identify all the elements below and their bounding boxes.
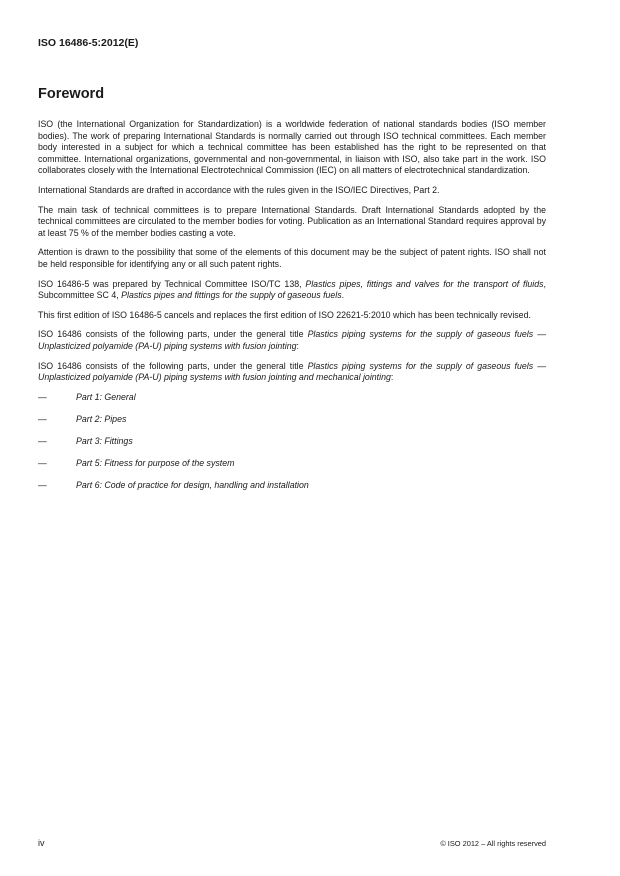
list-item xyxy=(38,436,546,458)
foreword-body xyxy=(38,119,546,502)
paragraph-5 xyxy=(38,279,546,302)
paragraph-7-text-c: : xyxy=(296,340,299,351)
copyright-notice: © ISO 2012 – All rights reserved xyxy=(440,839,546,848)
part-5-label: Part 5: Fitness for purpose of the system xyxy=(76,457,235,468)
paragraph-5-subcommittee-title: Plastics pipes and fittings for the supply of gaseous fuels xyxy=(121,290,342,301)
paragraph-6: This first edition of ISO 16486-5 cancels and replaces the first edition of ISO 22621-5:2010 which has been technically revised. xyxy=(38,309,531,320)
list-dash: — xyxy=(38,457,47,468)
paragraph-3: The main task of technical committees is to prepare International Standards. Draft International Standards adopted by the technical committees are circulated to the member bodies for voting. Publication as an International Standard requires approval by at least 75 % of the member bodies casting a vote. xyxy=(38,204,546,238)
list-item xyxy=(38,480,546,502)
part-6-label: Part 6: Code of practice for design, handling and installation xyxy=(76,479,309,490)
document-header: ISO 16486-5:2012(E) xyxy=(38,37,139,49)
paragraph-5-text-a: ISO 16486-5 was prepared by Technical Committee ISO/TC 138, xyxy=(38,278,306,289)
paragraph-2: International Standards are drafted in accordance with the rules given in the ISO/IEC Directives, Part 2. xyxy=(38,184,440,195)
paragraph-7 xyxy=(38,329,546,352)
list-dash: — xyxy=(38,479,47,490)
page-number: iv xyxy=(38,838,45,848)
list-item xyxy=(38,392,546,414)
list-item xyxy=(38,414,546,436)
part-3-label: Part 3: Fittings xyxy=(76,435,133,446)
page-title: Foreword xyxy=(38,86,105,102)
paragraph-5-committee-title: Plastics pipes, fittings and valves for the transport of fluids xyxy=(305,278,544,289)
list-item xyxy=(38,458,546,480)
paragraph-8-text-c: : xyxy=(390,372,394,383)
paragraph-8-general-title: Plastics piping systems for the supply of gaseous fuels — Unplasticized polyamide (PA-U) piping systems with fusion jointing and mechanical jointing xyxy=(38,360,546,383)
paragraph-7-general-title: Plastics piping systems for the supply of gaseous fuels — Unplasticized polyamide (PA-U) piping systems with fusion jointing xyxy=(38,329,546,351)
list-dash: — xyxy=(38,435,47,446)
list-dash: — xyxy=(38,391,47,402)
paragraph-7-text-a: ISO 16486 consists of the following parts, under the general title xyxy=(38,329,308,340)
paragraph-4: Attention is drawn to the possibility that some of the elements of this document may be the subject of patent rights. ISO shall not be held responsible for identifying any or all such patent rights. xyxy=(38,247,546,269)
parts-list xyxy=(38,392,546,502)
paragraph-5-text-c: , Subcommittee SC 4, xyxy=(38,278,546,301)
paragraph-1: ISO (the International Organization for Standardization) is a worldwide federation of national standards bodies (ISO member bodies). The work of preparing International Standards is normally carried out through ISO technical committees. Each member body interested in a subject for which a technical committee has been established has the right to be represented on that committee. International organizations, governmental and non-governmental, in liaison with ISO, also take part in the work. ISO collaborates closely with the International Electrotechnical Commission (IEC) on all matters of electrotechnical standardization. xyxy=(38,119,546,176)
paragraph-5-text-e: . xyxy=(341,290,345,301)
paragraph-8-text-a: ISO 16486 consists of the following parts, under the general title xyxy=(38,360,308,371)
part-2-label: Part 2: Pipes xyxy=(76,413,127,424)
list-dash: — xyxy=(38,413,47,424)
paragraph-8 xyxy=(38,361,546,384)
part-1-label: Part 1: General xyxy=(76,391,136,402)
